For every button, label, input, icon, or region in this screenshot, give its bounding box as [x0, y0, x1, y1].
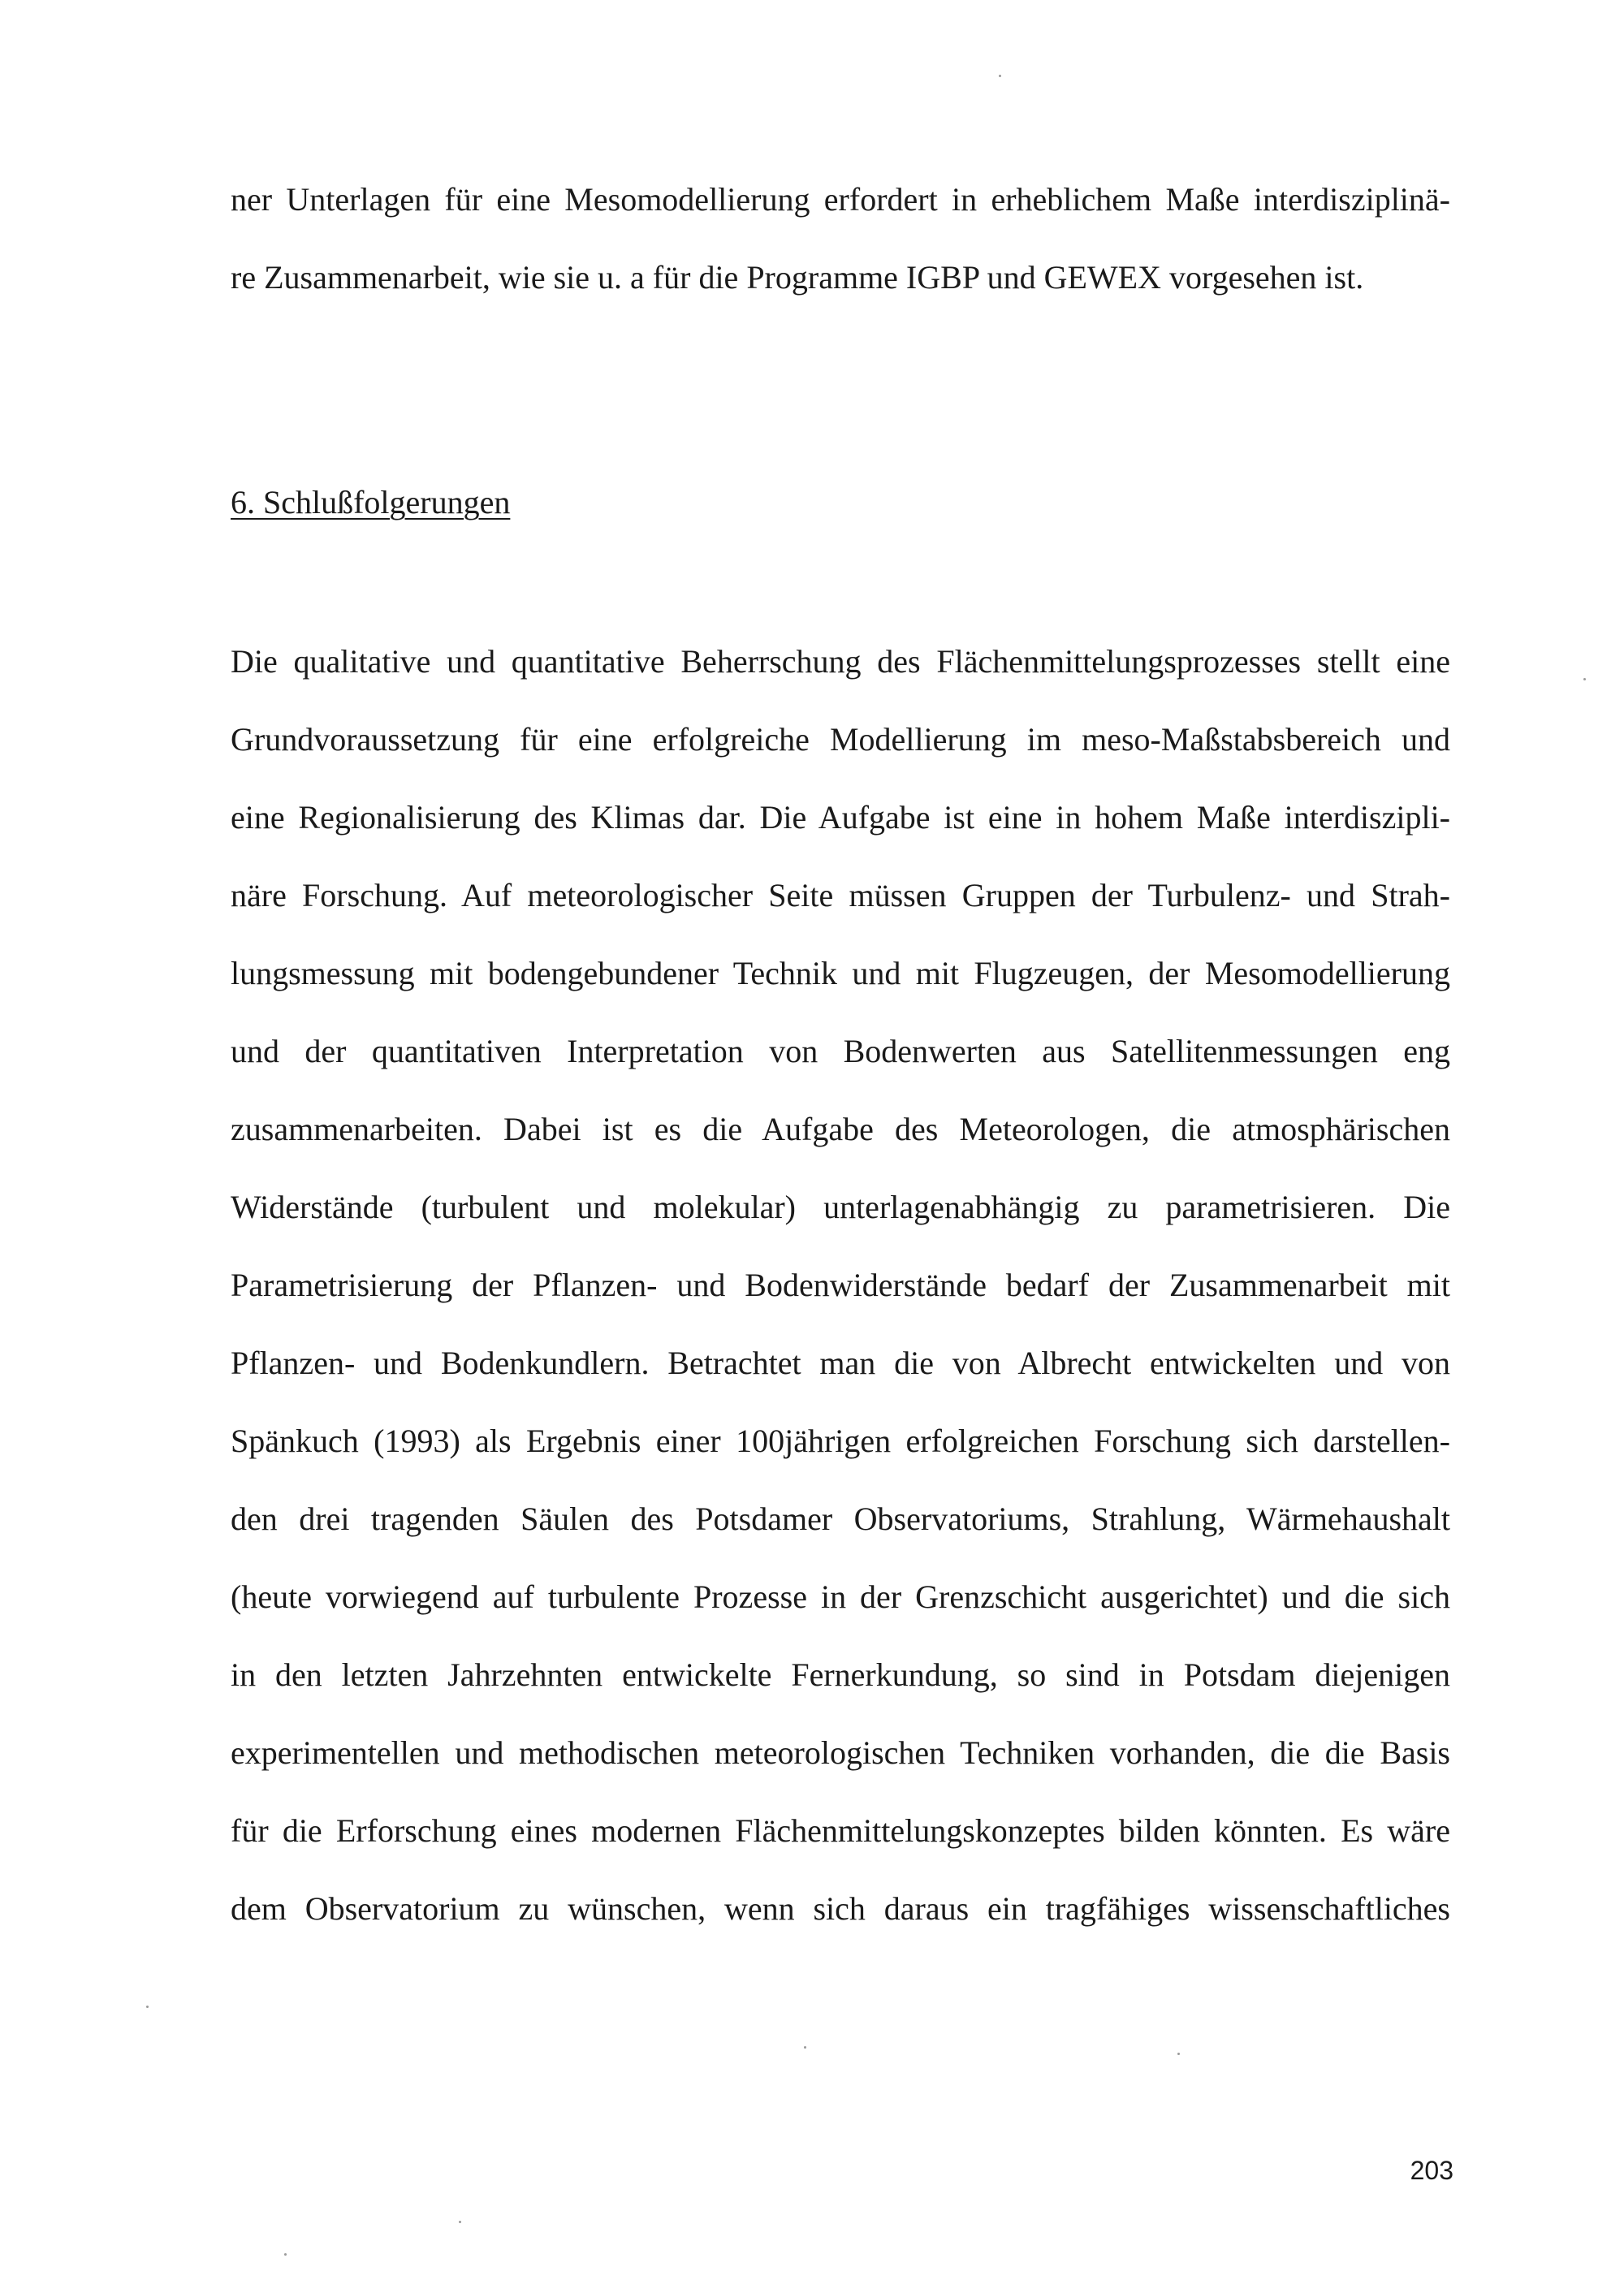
page-number: 203 [1410, 2156, 1453, 2185]
paragraph-line-9: Parametrisierung der Pflanzen- und Bodenwiderstände bedarf der Zusammenarbeit mit [231, 1267, 1450, 1303]
continuation-line-1: ner Unterlagen für eine Mesomodellierung erfordert in erheblichem Maße interdisziplinä- [231, 181, 1450, 218]
paragraph-line-3: eine Regionalisierung des Klimas dar. Die Aufgabe ist eine in hohem Maße interdiszipli- [231, 799, 1450, 836]
scan-speck [284, 2253, 287, 2256]
scan-speck [804, 2046, 806, 2049]
paragraph-line-10: Pflanzen- und Bodenkundlern. Betrachtet man die von Albrecht entwickelten und von [231, 1345, 1450, 1381]
paragraph-line-14: in den letzten Jahrzehnten entwickelte Fernerkundung, so sind in Potsdam diejenigen [231, 1656, 1450, 1693]
paragraph-line-16: für die Erforschung eines modernen Flächenmittelungskonzeptes bilden könnten. Es wäre [231, 1812, 1450, 1849]
scan-speck [146, 2006, 149, 2008]
continuation-line-2: re Zusammenarbeit, wie sie u. a für die Programme IGBP und GEWEX vorgesehen ist. [231, 259, 1364, 296]
paragraph-line-5: lungsmessung mit bodengebundener Technik und mit Flugzeugen, der Mesomodellierung [231, 955, 1450, 991]
paragraph-line-7: zusammenarbeiten. Dabei ist es die Aufgabe des Meteorologen, die atmosphärischen [231, 1111, 1450, 1147]
scan-speck [1177, 2053, 1180, 2055]
paragraph-line-8: Widerstände (turbulent und molekular) unterlagenabhängig zu parametrisieren. Die [231, 1189, 1450, 1225]
paragraph-line-11: Spänkuch (1993) als Ergebnis einer 100jährigen erfolgreichen Forschung sich darstellen- [231, 1423, 1450, 1459]
paragraph-line-17: dem Observatorium zu wünschen, wenn sich daraus ein tragfähiges wissenschaftliches [231, 1890, 1450, 1927]
paragraph-line-12: den drei tragenden Säulen des Potsdamer Observatoriums, Strahlung, Wärmehaushalt [231, 1501, 1450, 1537]
paragraph-line-13: (heute vorwiegend auf turbulente Prozesse in der Grenzschicht ausgerichtet) und die sich [231, 1578, 1450, 1615]
scan-speck [999, 75, 1001, 77]
paragraph-line-4: näre Forschung. Auf meteorologischer Seite müssen Gruppen der Turbulenz- und Strah- [231, 877, 1450, 913]
paragraph-line-1: Die qualitative und quantitative Beherrschung des Flächenmittelungsprozesses stellt eine [231, 643, 1450, 680]
paragraph-line-6: und der quantitativen Interpretation von Bodenwerten aus Satellitenmessungen eng [231, 1033, 1450, 1069]
scan-speck [1583, 678, 1586, 680]
paragraph-line-2: Grundvoraussetzung für eine erfolgreiche Modellierung im meso-Maßstabsbereich und [231, 721, 1450, 758]
paragraph-line-15: experimentellen und methodischen meteorologischen Techniken vorhanden, die die Basis [231, 1734, 1450, 1771]
scan-speck [459, 2221, 461, 2223]
section-heading: 6. Schlußfolgerungen [231, 484, 511, 520]
